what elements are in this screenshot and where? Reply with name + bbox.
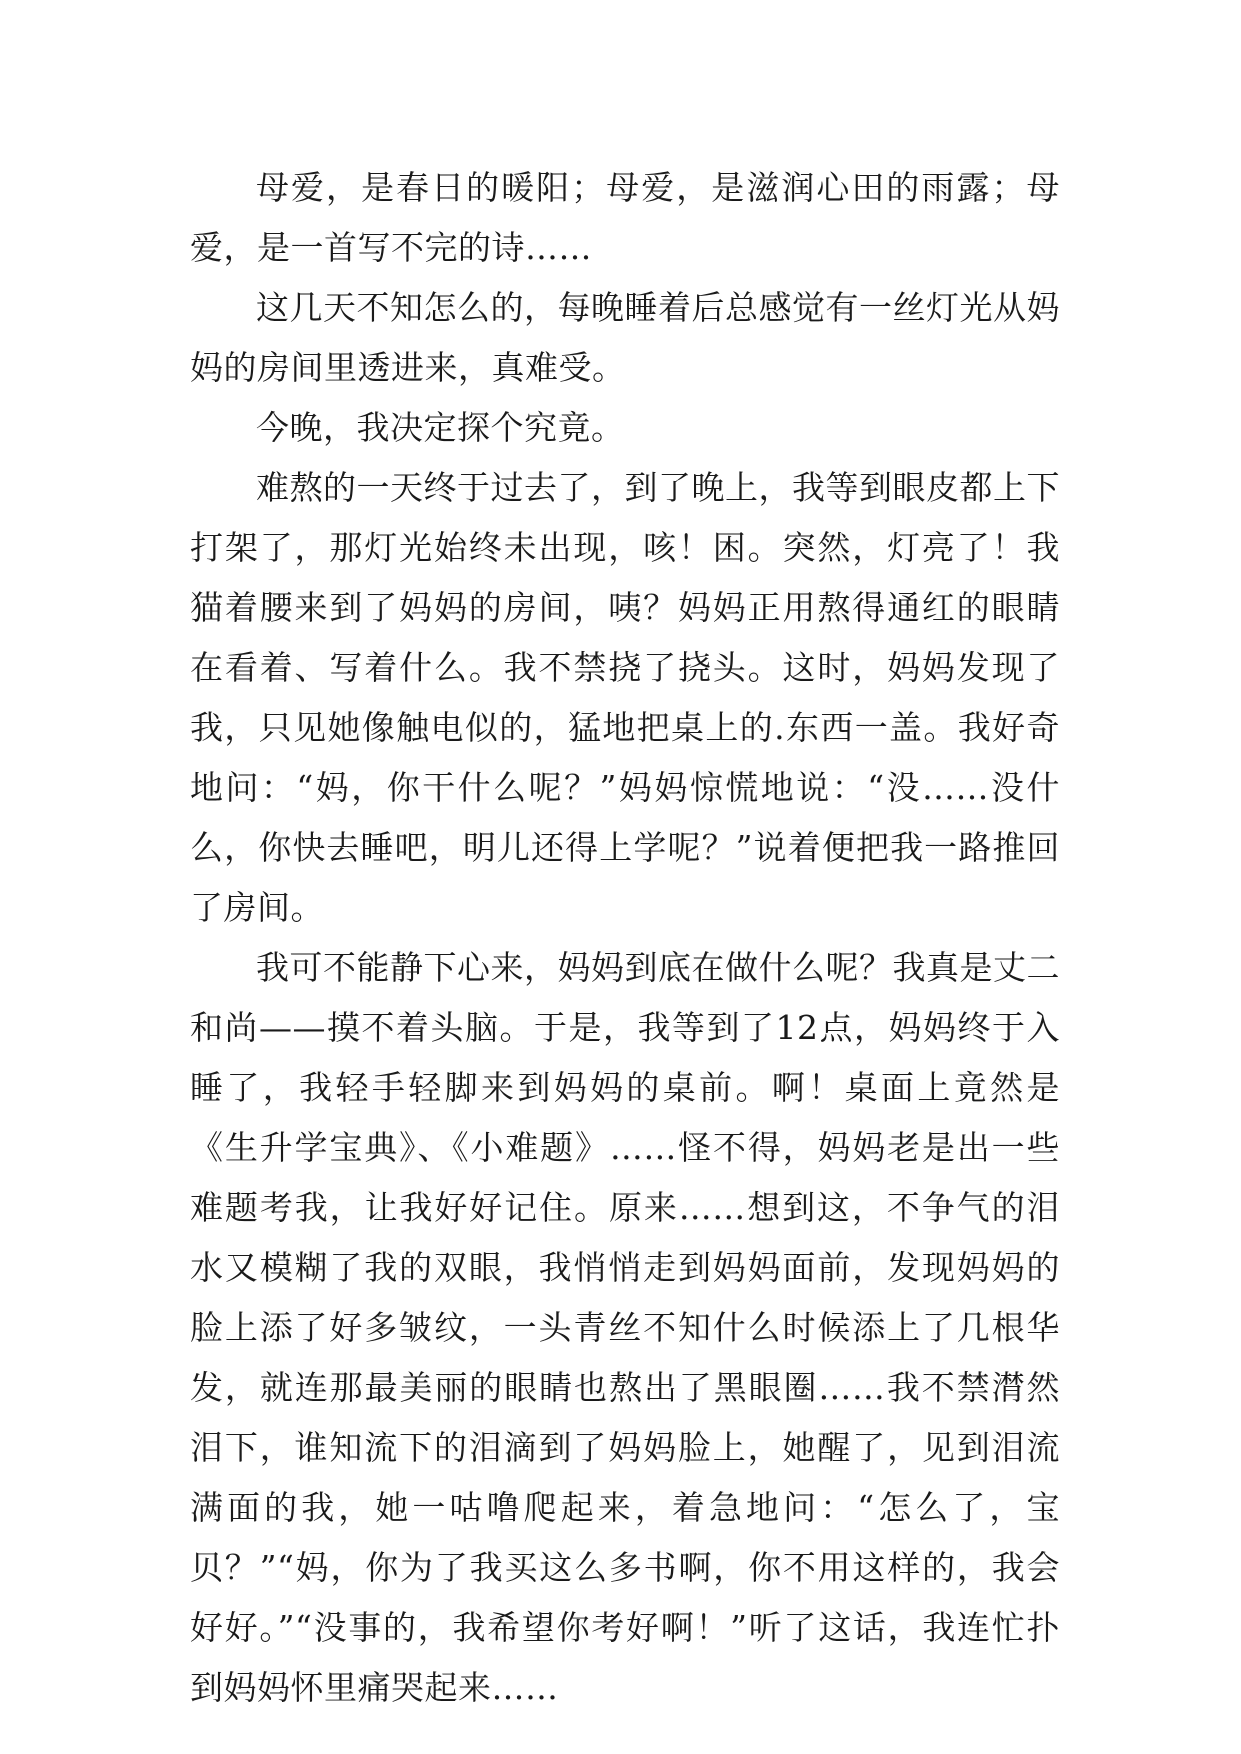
document-body — [190, 158, 1060, 1718]
paragraph-intro: 母爱，是春日的暖阳；母爱，是滋润心田的雨露；母爱，是一首写不完的诗…… — [190, 168, 1060, 267]
paragraph-discovery: 我可不能静下心来，妈妈到底在做什么呢？我真是丈二和尚——摸不着头脑。于是，我等到了12点，妈妈终于入睡了，我轻手轻脚来到妈妈的桌前。啊！桌面上竟然是《生升学宝典》、《小难题》……怪不得，妈妈老是出一些难题考我，让我好好记住。原来……想到这，不争气的泪水又模糊了我的双眼，我悄悄走到妈妈面前，发现妈妈的脸上添了好多皱纹，一头青丝不知什么时候添上了几根华发，就连那最美丽的眼睛也熬出了黑眼圈……我不禁潸然泪下，谁知流下的泪滴到了妈妈脸上，她醒了，见到泪流满面的我，她一咕噜爬起来，着急地问：“怎么了，宝贝？”“妈，你为了我买这么多书啊，你不用这样的，我会好好。”“没事的，我希望你考好啊！”听了这话，我连忙扑到妈妈怀里痛哭起来…… — [190, 948, 1060, 1707]
paragraph-decision: 今晚，我决定探个究竟。 — [256, 408, 625, 447]
paragraph-night: 难熬的一天终于过去了，到了晚上，我等到眼皮都上下打架了，那灯光始终未出现，咳！困。突然，灯亮了！我猫着腰来到了妈妈的房间，咦？妈妈正用熬得通红的眼睛在看着、写着什么。我不禁挠了挠头。这时，妈妈发现了我，只见她像触电似的，猛地把桌上的.东西一盖。我好奇地问：“妈，你干什么呢？”妈妈惊慌地说：“没……没什么，你快去睡吧，明儿还得上学呢？”说着便把我一路推回了房间。 — [190, 468, 1060, 927]
paragraph-light: 这几天不知怎么的，每晚睡着后总感觉有一丝灯光从妈妈的房间里透进来，真难受。 — [190, 288, 1060, 387]
